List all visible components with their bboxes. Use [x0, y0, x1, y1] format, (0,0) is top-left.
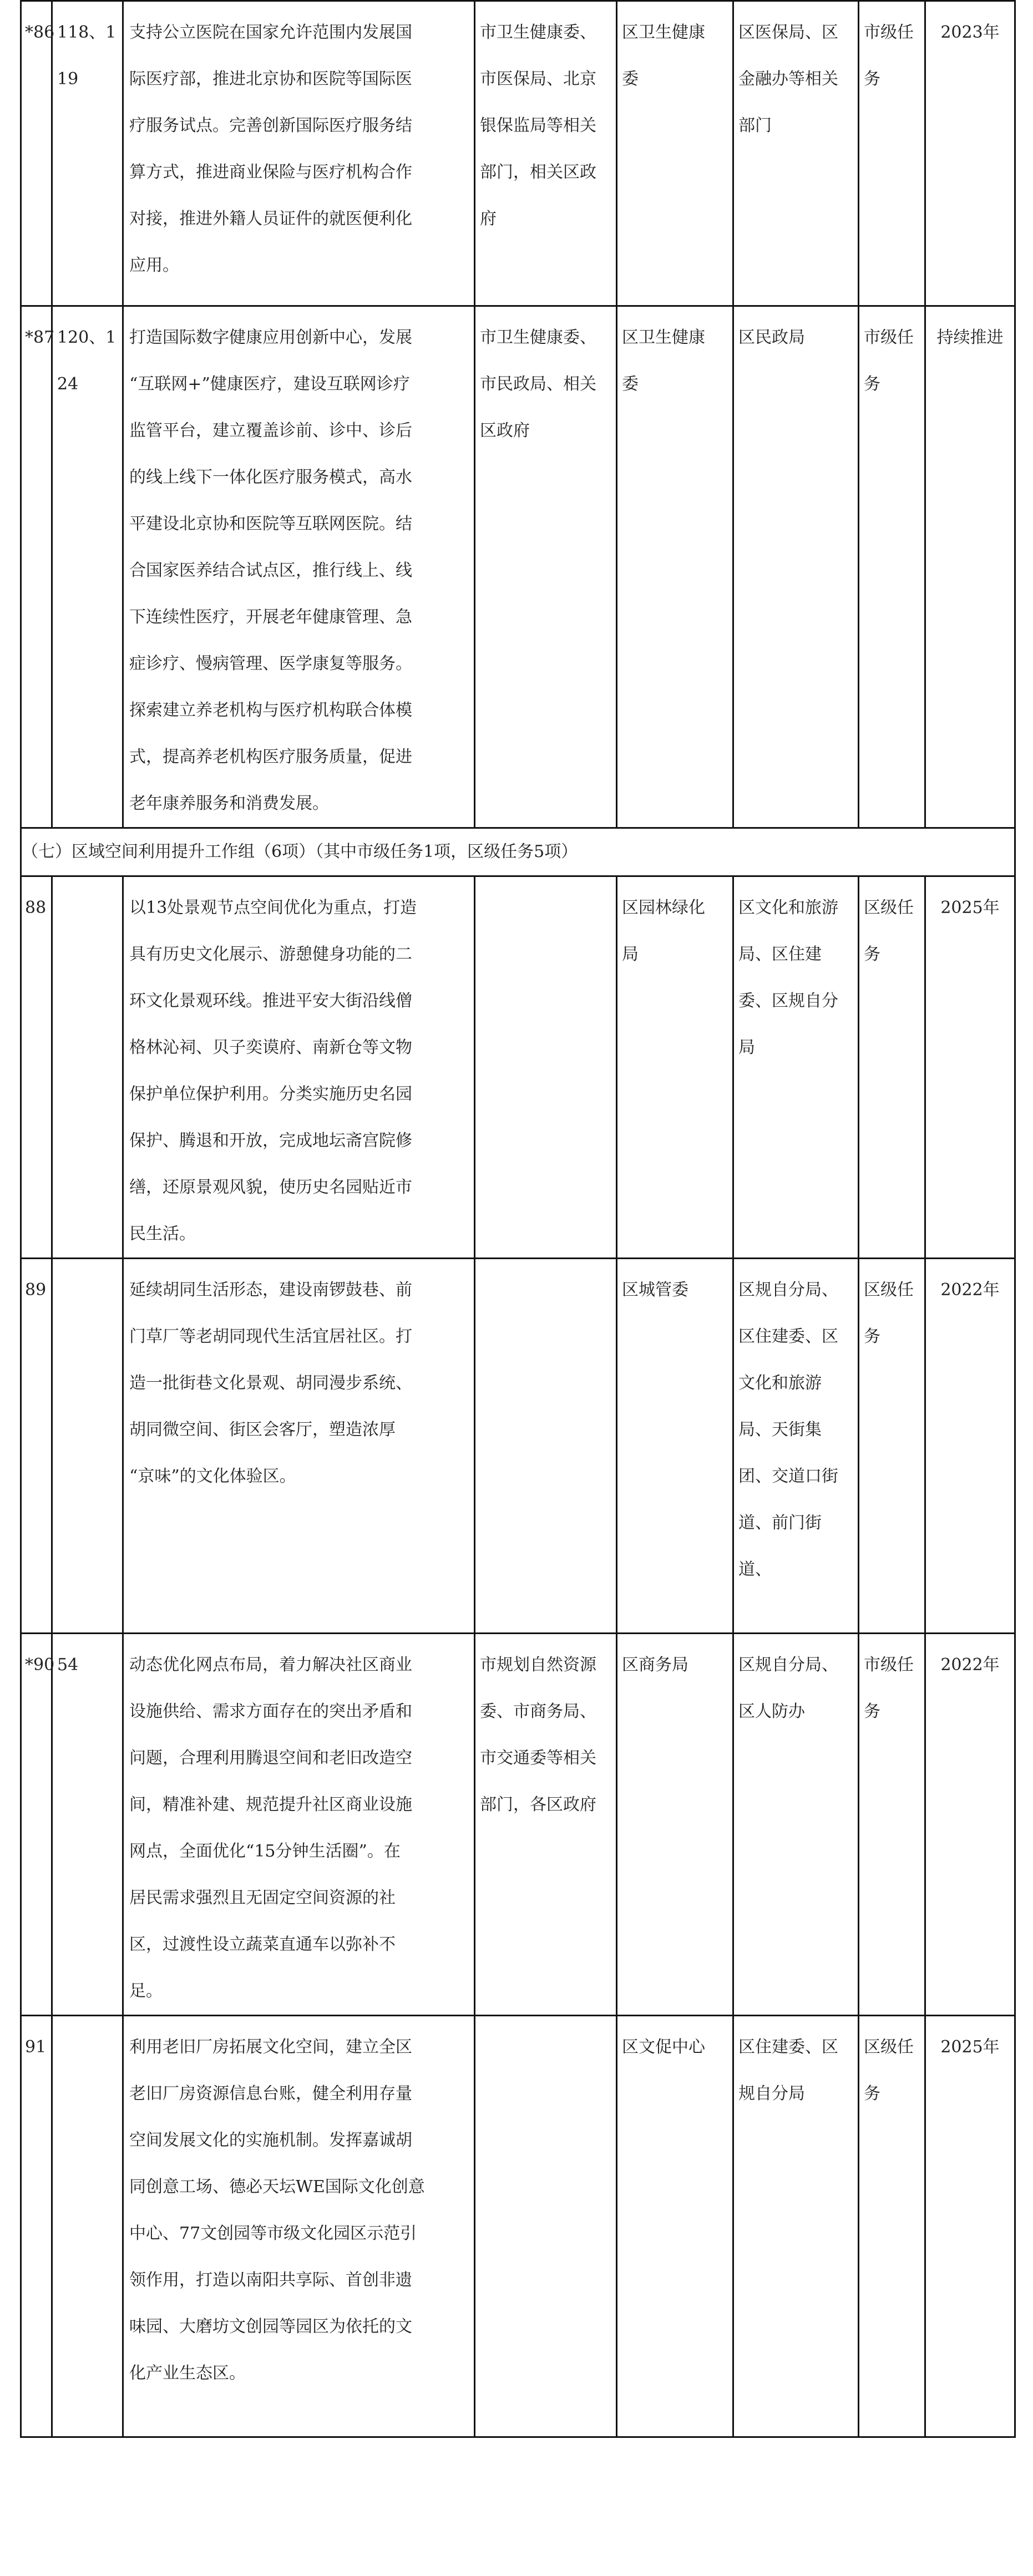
- task-level-line: 务: [864, 945, 880, 964]
- lead-unit-line: 区卫生健康: [622, 23, 705, 42]
- completion-time-cell: [925, 2016, 1015, 2437]
- reference-number-line: 19: [57, 69, 79, 89]
- city-responsible-line: 市医保局、北京: [480, 69, 596, 89]
- task-level-cell: [859, 1634, 925, 2016]
- task-description-line: 居民需求强烈且无固定空间资源的社: [129, 1888, 396, 1908]
- task-description-line: 的线上线下一体化医疗服务模式，高水: [129, 468, 412, 487]
- task-description-line: 对接，推进外籍人员证件的就医便利化: [129, 209, 412, 229]
- lead-unit-cell: [617, 1634, 733, 2016]
- task-description-cell: [123, 306, 475, 828]
- cooperating-units-line: 区住建委、区: [738, 2037, 838, 2057]
- reference-number-line: 54: [57, 1655, 79, 1675]
- completion-time-cell: [925, 1634, 1015, 2016]
- task-number: 89: [25, 1280, 47, 1300]
- lead-unit-line: 区卫生健康: [622, 328, 705, 347]
- city-responsible-line: 市规划自然资源: [480, 1655, 596, 1675]
- task-level-line: 区级任: [864, 898, 914, 917]
- table-row: [21, 1634, 1015, 2016]
- lead-unit-line: 区园林绿化: [622, 898, 705, 917]
- table-row: [21, 2016, 1015, 2437]
- task-level-line: 务: [864, 2084, 880, 2103]
- cooperating-units-line: 区规自分局、: [738, 1655, 838, 1675]
- city-responsible-line: 市民政局、相关: [480, 374, 596, 394]
- lead-unit-line: 区文促中心: [622, 2037, 705, 2057]
- table-row: [21, 1, 1015, 306]
- cooperating-units-line: 道、: [738, 1560, 772, 1579]
- reference-number-cell: [52, 876, 123, 1259]
- task-description-line: 式，提高养老机构医疗服务质量，促进: [129, 747, 412, 767]
- city-responsible-line: 部门，各区政府: [480, 1795, 596, 1814]
- cooperating-units-cell: [733, 1, 859, 306]
- cooperating-units-line: 规自分局: [738, 2084, 805, 2103]
- task-level-line: 市级任: [864, 328, 914, 347]
- task-number-cell: [21, 1634, 55, 2016]
- task-description-line: “京味”的文化体验区。: [129, 1467, 296, 1486]
- cooperating-units-line: 金融办等相关: [738, 69, 838, 89]
- task-level-line: 市级任: [864, 1655, 914, 1675]
- task-number: *87: [25, 328, 55, 347]
- task-description-line: 延续胡同生活形态，建设南锣鼓巷、前: [129, 1280, 412, 1300]
- lead-unit-cell: [617, 876, 733, 1259]
- task-description-line: 缮，还原景观风貌，使历史名园贴近市: [129, 1178, 412, 1197]
- task-level-cell: [859, 306, 925, 828]
- cooperating-units-line: 区文化和旅游: [738, 898, 838, 917]
- completion-time-line: 2022年: [940, 1655, 1000, 1675]
- task-description-line: 足。: [129, 1981, 163, 2001]
- task-level-line: 务: [864, 69, 880, 89]
- task-description-line: 症诊疗、慢病管理、医学康复等服务。: [129, 654, 412, 673]
- task-description-line: 利用老旧厂房拓展文化空间，建立全区: [129, 2037, 412, 2057]
- task-description-line: 造一批街巷文化景观、胡同漫步系统、: [129, 1373, 412, 1393]
- task-description-line: 格林沁祠、贝子奕谟府、南新仓等文物: [129, 1038, 412, 1057]
- lead-unit-cell: [617, 306, 733, 828]
- table-row: [21, 306, 1015, 828]
- task-level-cell: [859, 2016, 925, 2437]
- task-description-line: 应用。: [129, 256, 179, 275]
- city-responsible-cell: [475, 876, 617, 1259]
- cooperating-units-cell: [733, 1634, 859, 2016]
- task-number-cell: [21, 2016, 52, 2437]
- task-level-line: 务: [864, 374, 880, 394]
- city-responsible-line: 市卫生健康委、: [480, 23, 596, 42]
- lead-unit-line: 委: [622, 69, 639, 89]
- city-responsible-cell: [475, 1, 617, 306]
- task-level-line: 区级任: [864, 2037, 914, 2057]
- cooperating-units-line: 区住建委、区: [738, 1327, 838, 1346]
- completion-time-line: 2025年: [940, 898, 1000, 917]
- cooperating-units-line: 文化和旅游: [738, 1373, 822, 1393]
- task-level-line: 务: [864, 1327, 880, 1346]
- task-description-line: “互联网+”健康医疗，建设互联网诊疗: [129, 374, 410, 394]
- task-description-line: 网点，全面优化“15分钟生活圈”。在: [129, 1842, 401, 1861]
- task-description-line: 疗服务试点。完善创新国际医疗服务结: [129, 116, 412, 135]
- lead-unit-line: 局: [622, 945, 639, 964]
- task-description-cell: [123, 1634, 475, 2016]
- task-description-line: 门草厂等老胡同现代生活宜居社区。打: [129, 1327, 412, 1346]
- task-number-cell: [21, 1, 55, 306]
- lead-unit-cell: [617, 1259, 733, 1634]
- task-number-cell: [21, 876, 52, 1259]
- task-description-line: 支持公立医院在国家允许范围内发展国: [129, 23, 412, 42]
- lead-unit-line: 区商务局: [622, 1655, 688, 1675]
- reference-number-line: 120、1: [57, 328, 117, 347]
- task-table: [20, 0, 1016, 2438]
- lead-unit-line: 区城管委: [622, 1280, 688, 1300]
- task-level-cell: [859, 1259, 925, 1634]
- task-description-line: 具有历史文化展示、游憩健身功能的二: [129, 945, 412, 964]
- cooperating-units-line: 区医保局、区: [738, 23, 838, 42]
- cooperating-units-line: 委、区规自分: [738, 991, 838, 1011]
- task-description-line: 环文化景观环线。推进平安大街沿线僧: [129, 991, 412, 1011]
- task-level-cell: [859, 876, 925, 1259]
- city-responsible-line: 银保监局等相关: [480, 116, 596, 135]
- cooperating-units-line: 局、天街集: [738, 1420, 822, 1439]
- table-row: [21, 876, 1015, 1259]
- task-description-line: 动态优化网点布局，着力解决社区商业: [129, 1655, 412, 1675]
- section-heading: （七）区域空间利用提升工作组（6项）（其中市级任务1项，区级任务5项）: [21, 828, 1015, 876]
- cooperating-units-cell: [733, 2016, 859, 2437]
- task-description-line: 空间发展文化的实施机制。发挥嘉诚胡: [129, 2131, 412, 2150]
- task-description-line: 胡同微空间、街区会客厅，塑造浓厚: [129, 1420, 396, 1439]
- cooperating-units-line: 局: [738, 1038, 755, 1057]
- task-description-line: 保护单位保护利用。分类实施历史名园: [129, 1084, 412, 1104]
- city-responsible-line: 部门，相关区政: [480, 163, 596, 182]
- reference-number-cell: [52, 1634, 123, 2016]
- task-description-line: 区，过渡性设立蔬菜直通车以弥补不: [129, 1935, 396, 1954]
- task-description-line: 以13处景观节点空间优化为重点，打造: [129, 898, 417, 917]
- task-description-line: 际医疗部，推进北京协和医院等国际医: [129, 69, 412, 89]
- task-description-line: 下连续性医疗，开展老年健康管理、急: [129, 607, 412, 627]
- task-description-line: 同创意工场、德必天坛WE国际文化创意: [129, 2177, 425, 2197]
- cooperating-units-line: 部门: [738, 116, 772, 135]
- city-responsible-line: 区政府: [480, 421, 530, 440]
- lead-unit-cell: [617, 2016, 733, 2437]
- task-description-cell: [123, 1, 475, 306]
- task-description-line: 打造国际数字健康应用创新中心，发展: [129, 328, 412, 347]
- reference-number-cell: [52, 2016, 123, 2437]
- task-description-line: 问题，合理利用腾退空间和老旧改造空: [129, 1748, 412, 1768]
- task-number: 88: [25, 898, 47, 917]
- reference-number-cell: [52, 1259, 123, 1634]
- city-responsible-line: 府: [480, 209, 497, 229]
- completion-time-line: 2023年: [940, 23, 1000, 42]
- task-description-cell: [123, 2016, 475, 2437]
- completion-time-cell: [925, 1, 1015, 306]
- lead-unit-line: 委: [622, 374, 639, 394]
- task-description-line: 老年康养服务和消费发展。: [129, 794, 329, 813]
- task-description-line: 中心、77文创园等市级文化园区示范引: [129, 2224, 417, 2243]
- cooperating-units-line: 区规自分局、: [738, 1280, 838, 1300]
- task-description-line: 平建设北京协和医院等互联网医院。结: [129, 514, 412, 534]
- task-level-line: 市级任: [864, 23, 914, 42]
- completion-time-cell: [925, 1259, 1015, 1634]
- task-number: *86: [25, 23, 55, 42]
- completion-time-line: 持续推进: [936, 328, 1004, 347]
- city-responsible-line: 市交通委等相关: [480, 1748, 596, 1768]
- task-level-line: 区级任: [864, 1280, 914, 1300]
- task-description-cell: [123, 876, 475, 1259]
- completion-time-cell: [925, 306, 1015, 828]
- city-responsible-line: 委、市商务局、: [480, 1702, 596, 1721]
- task-number-cell: [21, 1259, 52, 1634]
- cooperating-units-line: 区民政局: [738, 328, 805, 347]
- task-description-line: 领作用，打造以南阳共享际、首创非遗: [129, 2270, 412, 2290]
- city-responsible-cell: [475, 2016, 617, 2437]
- cooperating-units-cell: [733, 306, 859, 828]
- city-responsible-cell: [475, 306, 617, 828]
- cooperating-units-line: 团、交道口街: [738, 1467, 838, 1486]
- task-level-cell: [859, 1, 925, 306]
- cooperating-units-cell: [733, 876, 859, 1259]
- task-description-line: 老旧厂房资源信息台账，健全利用存量: [129, 2084, 412, 2103]
- city-responsible-line: 市卫生健康委、: [480, 328, 596, 347]
- task-description-line: 间，精准补建、规范提升社区商业设施: [129, 1795, 412, 1814]
- reference-number-line: 118、1: [57, 23, 117, 42]
- completion-time-line: 2022年: [940, 1280, 1000, 1300]
- task-description-line: 味园、大磨坊文创园等园区为依托的文: [129, 2317, 412, 2336]
- completion-time-line: 2025年: [940, 2037, 1000, 2057]
- city-responsible-cell: [475, 1259, 617, 1634]
- task-number: *90: [25, 1655, 55, 1675]
- cooperating-units-cell: [733, 1259, 859, 1634]
- city-responsible-cell: [475, 1634, 617, 2016]
- task-description-cell: [123, 1259, 475, 1634]
- task-description-line: 民生活。: [129, 1224, 196, 1244]
- lead-unit-cell: [617, 1, 733, 306]
- section-row: [21, 828, 1015, 876]
- completion-time-cell: [925, 876, 1015, 1259]
- cooperating-units-line: 局、区住建: [738, 945, 822, 964]
- reference-number-cell: [52, 306, 123, 828]
- cooperating-units-line: 区人防办: [738, 1702, 805, 1721]
- task-description-line: 设施供给、需求方面存在的突出矛盾和: [129, 1702, 412, 1721]
- task-description-line: 探索建立养老机构与医疗机构联合体模: [129, 701, 412, 720]
- task-number-cell: [21, 306, 55, 828]
- task-level-line: 务: [864, 1702, 880, 1721]
- task-description-line: 保护、腾退和开放，完成地坛斋宫院修: [129, 1131, 412, 1150]
- reference-number-line: 24: [57, 374, 79, 394]
- task-description-line: 化产业生态区。: [129, 2364, 246, 2383]
- reference-number-cell: [52, 1, 123, 306]
- task-description-line: 算方式，推进商业保险与医疗机构合作: [129, 163, 412, 182]
- task-description-line: 监管平台，建立覆盖诊前、诊中、诊后: [129, 421, 412, 440]
- task-description-line: 合国家医养结合试点区，推行线上、线: [129, 561, 412, 580]
- task-number: 91: [25, 2037, 47, 2057]
- table-row: [21, 1259, 1015, 1634]
- cooperating-units-line: 道、前门街: [738, 1513, 822, 1533]
